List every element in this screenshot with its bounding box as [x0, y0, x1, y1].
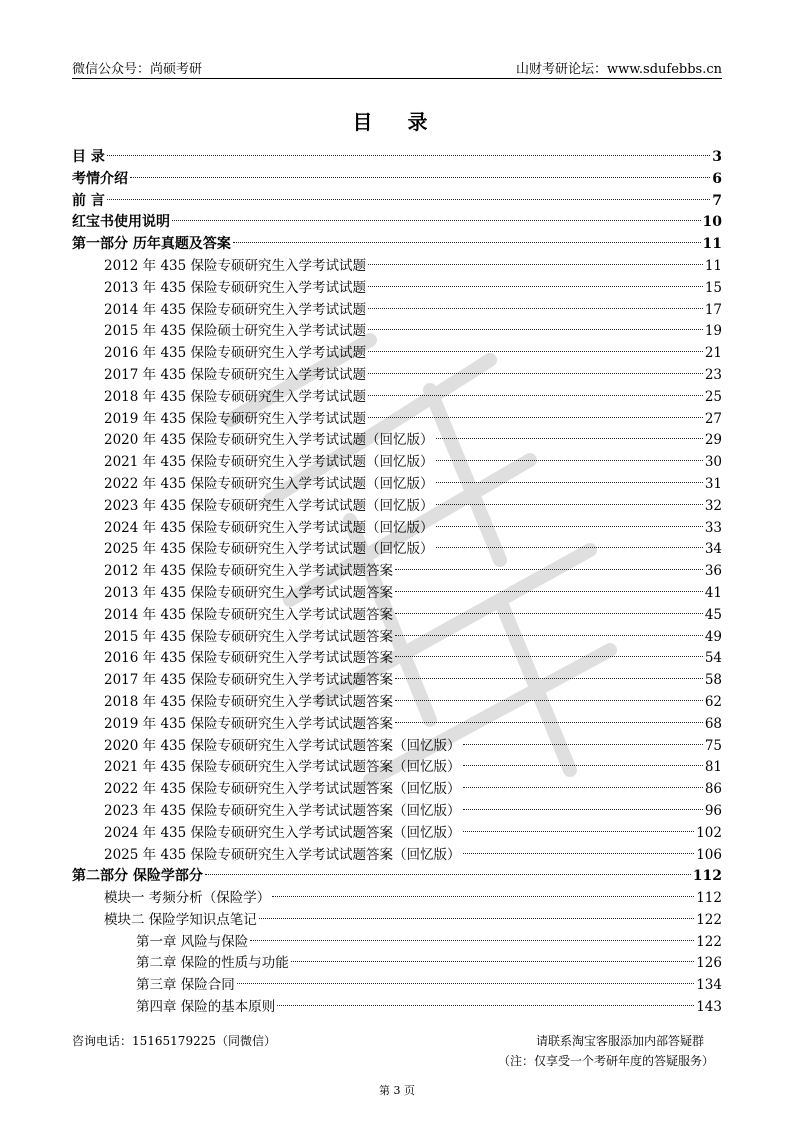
toc-entry-page: 86: [704, 781, 722, 798]
toc-entry-page: 54: [704, 650, 722, 667]
toc-entry-label: 2015 年 435 保险专硕研究生入学考试试题答案: [104, 628, 393, 645]
toc-entry-label: 2015 年 435 保险硕士研究生入学考试试题: [104, 323, 366, 340]
toc-leader-dots: [395, 722, 703, 723]
toc-leader-dots: [237, 983, 694, 984]
page-title: 目 录: [352, 110, 442, 134]
toc-entry-label: 第一章 风险与保险: [136, 933, 249, 950]
toc-leader-dots: [172, 220, 701, 221]
toc-entry-page: 112: [696, 890, 722, 907]
toc-entry-page: 27: [704, 410, 722, 427]
toc-entry-label: 2012 年 435 保险专硕研究生入学考试试题: [104, 257, 366, 274]
toc-leader-dots: [436, 504, 703, 505]
toc-leader-dots: [436, 547, 703, 548]
toc-entry[interactable]: [72, 692, 722, 714]
toc-entry[interactable]: [72, 409, 722, 431]
toc-entry[interactable]: [72, 343, 722, 365]
toc-entry-page: 21: [704, 345, 722, 362]
page-number: 第 3 页: [379, 1084, 415, 1097]
toc-leader-dots: [463, 744, 703, 745]
table-of-contents: [72, 147, 722, 1019]
toc-entry[interactable]: [72, 648, 722, 670]
toc-entry-label: 前 言: [72, 192, 105, 209]
toc-entry[interactable]: [72, 823, 722, 845]
toc-entry[interactable]: [72, 757, 722, 779]
toc-entry-label: 2022 年 435 保险专硕研究生入学考试试题答案（回忆版）: [104, 781, 461, 798]
toc-entry-page: 17: [704, 301, 722, 318]
toc-entry-page: 31: [704, 475, 722, 492]
toc-entry-label: 2020 年 435 保险专硕研究生入学考试试题答案（回忆版）: [104, 737, 461, 754]
toc-entry-label: 2023 年 435 保险专硕研究生入学考试试题（回忆版）: [104, 497, 434, 514]
toc-leader-dots: [107, 199, 710, 200]
toc-entry-page: 36: [704, 563, 722, 580]
toc-entry-label: 2018 年 435 保险专硕研究生入学考试试题: [104, 388, 366, 405]
toc-leader-dots: [107, 155, 710, 156]
toc-entry-label: 考情介绍: [72, 170, 128, 187]
toc-entry[interactable]: [72, 779, 722, 801]
toc-leader-dots: [463, 853, 695, 854]
toc-entry-page: 62: [704, 693, 722, 710]
toc-leader-dots: [368, 286, 703, 287]
toc-entry-page: 41: [704, 584, 722, 601]
toc-leader-dots: [277, 1005, 694, 1006]
toc-entry-label: 2017 年 435 保险专硕研究生入学考试试题答案: [104, 672, 393, 689]
toc-entry[interactable]: [72, 256, 722, 278]
toc-entry-page: 112: [692, 868, 722, 885]
toc-leader-dots: [395, 591, 703, 592]
toc-entry-page: 6: [712, 170, 722, 187]
toc-leader-dots: [395, 678, 703, 679]
toc-entry[interactable]: [72, 714, 722, 736]
toc-entry[interactable]: [72, 278, 722, 300]
toc-entry[interactable]: [72, 975, 722, 997]
toc-entry-page: 143: [696, 999, 722, 1016]
toc-entry-page: 106: [696, 846, 722, 863]
toc-entry[interactable]: [72, 583, 722, 605]
toc-entry-label: 2016 年 435 保险专硕研究生入学考试试题答案: [104, 650, 393, 667]
toc-entry-page: 102: [696, 824, 722, 841]
toc-entry-page: 68: [704, 715, 722, 732]
toc-entry-label: 模块一 考频分析（保险学）: [104, 890, 271, 907]
toc-entry-page: 3: [712, 149, 722, 165]
toc-leader-dots: [291, 961, 694, 962]
toc-entry-page: 45: [704, 606, 722, 623]
toc-entry[interactable]: [72, 212, 722, 234]
toc-leader-dots: [463, 809, 703, 810]
toc-entry-label: 2021 年 435 保险专硕研究生入学考试试题（回忆版）: [104, 454, 434, 471]
toc-entry-label: 2024 年 435 保险专硕研究生入学考试试题（回忆版）: [104, 519, 434, 536]
toc-leader-dots: [368, 264, 703, 265]
toc-entry[interactable]: [72, 321, 722, 343]
footer-note: （注：仅享受一个考研年度的答疑服务）: [497, 1054, 714, 1068]
toc-entry-page: 10: [702, 214, 722, 231]
toc-leader-dots: [463, 765, 703, 766]
toc-entry-page: 15: [704, 279, 722, 296]
toc-entry[interactable]: [72, 953, 722, 975]
toc-entry-page: 126: [696, 955, 722, 972]
toc-entry[interactable]: [72, 300, 722, 322]
toc-entry-label: 2014 年 435 保险专硕研究生入学考试试题答案: [104, 606, 393, 623]
toc-entry-label: 第一部分 历年真题及答案: [72, 236, 231, 253]
toc-entry[interactable]: [72, 910, 722, 932]
toc-entry[interactable]: [72, 234, 722, 256]
toc-leader-dots: [205, 874, 691, 875]
footer-contact: 请联系淘宝客服添加内部答疑群: [535, 1034, 704, 1048]
toc-leader-dots: [368, 417, 703, 418]
toc-entry-label: 2024 年 435 保险专硕研究生入学考试试题答案（回忆版）: [104, 824, 461, 841]
toc-entry-page: 33: [704, 519, 722, 536]
toc-leader-dots: [233, 242, 701, 243]
toc-entry-label: 2013 年 435 保险专硕研究生入学考试试题: [104, 279, 366, 296]
header-forum: 山财考研论坛：www.sdufebbs.cn: [516, 62, 722, 77]
toc-leader-dots: [368, 351, 703, 352]
toc-leader-dots: [436, 438, 703, 439]
toc-entry-page: 49: [704, 628, 722, 645]
toc-entry-label: 第三章 保险合同: [136, 977, 235, 994]
toc-entry-label: 第二部分 保险学部分: [72, 868, 203, 885]
toc-entry[interactable]: [72, 147, 722, 169]
toc-entry-label: 2021 年 435 保险专硕研究生入学考试试题答案（回忆版）: [104, 759, 461, 776]
toc-entry-label: 2019 年 435 保险专硕研究生入学考试试题答案: [104, 715, 393, 732]
toc-leader-dots: [368, 395, 703, 396]
toc-entry-page: 81: [704, 759, 722, 776]
toc-leader-dots: [395, 656, 703, 657]
toc-entry-label: 第二章 保险的性质与功能: [136, 955, 289, 972]
toc-leader-dots: [463, 787, 703, 788]
toc-entry[interactable]: [72, 539, 722, 561]
toc-entry-label: 2012 年 435 保险专硕研究生入学考试试题答案: [104, 563, 393, 580]
toc-leader-dots: [130, 177, 710, 178]
toc-entry[interactable]: [72, 365, 722, 387]
toc-entry-page: 32: [704, 497, 722, 514]
toc-entry-page: 122: [696, 911, 722, 928]
toc-entry-label: 2022 年 435 保险专硕研究生入学考试试题（回忆版）: [104, 475, 434, 492]
toc-leader-dots: [395, 635, 703, 636]
toc-leader-dots: [436, 526, 703, 527]
toc-entry-label: 2025 年 435 保险专硕研究生入学考试试题（回忆版）: [104, 541, 434, 558]
toc-entry-page: 122: [696, 933, 722, 950]
toc-entry[interactable]: [72, 496, 722, 518]
toc-entry-label: 第四章 保险的基本原则: [136, 999, 276, 1016]
toc-leader-dots: [395, 613, 703, 614]
toc-entry-page: 134: [696, 977, 722, 994]
toc-entry-page: 11: [704, 257, 722, 274]
toc-entry[interactable]: [72, 605, 722, 627]
toc-leader-dots: [368, 329, 703, 330]
toc-entry[interactable]: [72, 932, 722, 954]
toc-entry-label: 2016 年 435 保险专硕研究生入学考试试题: [104, 345, 366, 362]
toc-entry-label: 2013 年 435 保险专硕研究生入学考试试题答案: [104, 584, 393, 601]
toc-entry[interactable]: [72, 430, 722, 452]
toc-entry-page: 11: [702, 236, 722, 253]
toc-leader-dots: [368, 308, 703, 309]
toc-entry[interactable]: [72, 845, 722, 867]
toc-entry[interactable]: [72, 736, 722, 758]
toc-leader-dots: [272, 896, 694, 897]
toc-entry[interactable]: [72, 169, 722, 191]
toc-entry-label: 2023 年 435 保险专硕研究生入学考试试题答案（回忆版）: [104, 802, 461, 819]
toc-entry-page: 25: [704, 388, 722, 405]
toc-entry-label: 模块二 保险学知识点笔记: [104, 911, 257, 928]
toc-entry-page: 30: [704, 454, 722, 471]
toc-leader-dots: [463, 831, 695, 832]
toc-leader-dots: [250, 940, 694, 941]
toc-entry[interactable]: [72, 387, 722, 409]
toc-entry[interactable]: [72, 518, 722, 540]
page-header: [72, 56, 722, 79]
toc-leader-dots: [436, 482, 703, 483]
toc-entry-label: 目 录: [72, 149, 105, 165]
toc-leader-dots: [368, 373, 703, 374]
toc-entry-page: 58: [704, 672, 722, 689]
toc-entry[interactable]: [72, 670, 722, 692]
toc-entry-label: 2025 年 435 保险专硕研究生入学考试试题答案（回忆版）: [104, 846, 461, 863]
toc-entry[interactable]: [72, 561, 722, 583]
footer-phone: 咨询电话：15165179225（同微信）: [72, 1034, 276, 1048]
toc-entry-page: 7: [712, 192, 722, 209]
toc-entry-page: 29: [704, 432, 722, 449]
toc-entry[interactable]: [72, 627, 722, 649]
toc-entry[interactable]: [72, 997, 722, 1019]
toc-entry-label: 2019 年 435 保险专硕研究生入学考试试题: [104, 410, 366, 427]
toc-entry-page: 34: [704, 541, 722, 558]
toc-entry-label: 2014 年 435 保险专硕研究生入学考试试题: [104, 301, 366, 318]
toc-entry[interactable]: [72, 452, 722, 474]
toc-entry[interactable]: [72, 866, 722, 888]
toc-leader-dots: [259, 918, 694, 919]
toc-entry-label: 红宝书使用说明: [72, 214, 170, 231]
toc-entry-label: 2020 年 435 保险专硕研究生入学考试试题（回忆版）: [104, 432, 434, 449]
toc-leader-dots: [395, 569, 703, 570]
toc-entry-page: 75: [704, 737, 722, 754]
toc-entry-page: 23: [704, 366, 722, 383]
toc-entry[interactable]: [72, 191, 722, 213]
header-wechat: 微信公众号：尚硕考研: [72, 62, 203, 77]
toc-entry-label: 2017 年 435 保险专硕研究生入学考试试题: [104, 366, 366, 383]
toc-entry-label: 2018 年 435 保险专硕研究生入学考试试题答案: [104, 693, 393, 710]
toc-leader-dots: [436, 460, 703, 461]
toc-entry[interactable]: [72, 801, 722, 823]
toc-entry[interactable]: [72, 888, 722, 910]
toc-entry-page: 96: [704, 802, 722, 819]
toc-entry[interactable]: [72, 474, 722, 496]
toc-entry-page: 19: [704, 323, 722, 340]
toc-leader-dots: [395, 700, 703, 701]
